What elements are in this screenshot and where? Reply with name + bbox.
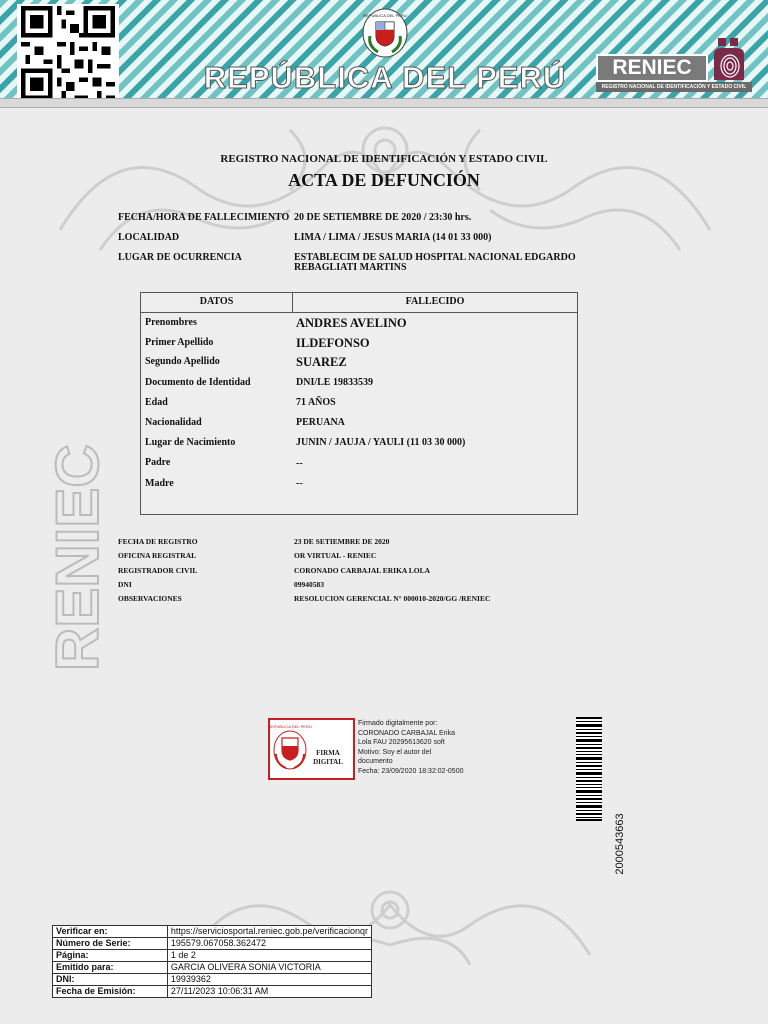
reg-label-fecha-registro: FECHA DE REGISTRO xyxy=(118,537,198,546)
barcode-number: 2000543663 xyxy=(614,813,626,875)
seal-caption: REPUBLICA DEL PERU xyxy=(268,724,312,729)
verify-label: Emitido para: xyxy=(53,962,168,974)
digital-signature-text xyxy=(358,719,483,776)
row-value-segundo-apellido: SUAREZ xyxy=(296,355,347,369)
deceased-data-table xyxy=(140,292,578,515)
reniec-logo-text: RENIEC xyxy=(596,54,708,82)
verify-label: Página: xyxy=(53,950,168,962)
field-value-death-datetime: 20 DE SETIEMBRE DE 2020 / 23:30 hrs. xyxy=(294,212,472,223)
signature-line: Lola FAU 20295613620 soft xyxy=(358,739,445,746)
header-microtext-band xyxy=(0,98,768,108)
row-label-edad: Edad xyxy=(145,397,168,408)
verify-label: Número de Serie: xyxy=(53,938,168,950)
row-value-nacionalidad: PERUANA xyxy=(296,417,345,428)
row-label-prenombres: Prenombres xyxy=(145,317,197,328)
row-label-documento: Documento de Identidad xyxy=(145,377,251,388)
row-value-madre: -- xyxy=(296,478,303,489)
barcode xyxy=(576,717,602,821)
row-value-edad: 71 AÑOS xyxy=(296,397,336,408)
document-title: ACTA DE DEFUNCIÓN xyxy=(288,170,480,190)
verify-value: 27/11/2023 10:06:31 AM xyxy=(167,986,371,998)
row-label-nacionalidad: Nacionalidad xyxy=(145,417,202,428)
field-label-locality: LOCALIDAD xyxy=(118,232,180,243)
row-label-padre: Padre xyxy=(145,457,171,468)
qr-code xyxy=(17,4,119,102)
field-label-death-datetime: FECHA/HORA DE FALLECIMIENTO xyxy=(118,212,290,223)
verify-value: GARCIA OLIVERA SONIA VICTORIA xyxy=(167,962,371,974)
signature-line: Motivo: Soy el autor del xyxy=(358,748,432,756)
verify-value: 1 de 2 xyxy=(167,950,371,962)
reg-label-dni: DNI xyxy=(118,580,132,589)
table-row xyxy=(53,926,372,938)
row-label-segundo-apellido: Segundo Apellido xyxy=(145,356,220,367)
reniec-watermark-icon xyxy=(44,355,111,675)
seal-label-line2: DIGITAL xyxy=(313,758,343,766)
reg-value-dni: 09940583 xyxy=(294,580,324,589)
reg-value-observaciones: RESOLUCION GERENCIAL N° 000010-2020/GG /RENIEC xyxy=(294,594,491,603)
table-row xyxy=(53,950,372,962)
table-row xyxy=(53,974,372,986)
signature-line: documento xyxy=(358,758,393,765)
verify-label: DNI: xyxy=(53,974,168,986)
row-value-padre: -- xyxy=(296,458,303,469)
reg-value-fecha-registro: 23 DE SETIEMBRE DE 2020 xyxy=(294,537,390,546)
header-banner xyxy=(0,0,768,106)
field-value-place-line2: REBAGLIATI MARTINS xyxy=(294,262,407,273)
reg-label-registrador: REGISTRADOR CIVIL xyxy=(118,566,198,575)
watermark-text: RENIEC xyxy=(44,444,111,671)
coat-of-arms-icon xyxy=(362,6,408,58)
digital-signature-seal xyxy=(268,718,355,780)
verify-label: Verificar en: xyxy=(53,926,168,938)
signature-line: CORONADO CARBAJAL Erika xyxy=(358,729,455,737)
reniec-logo-subtitle: REGISTRO NACIONAL DE IDENTIFICACIÓN Y ESTADO CIVIL xyxy=(596,82,752,92)
reg-label-observaciones: OBSERVACIONES xyxy=(118,594,182,603)
verification-table xyxy=(52,925,372,998)
field-label-place: LUGAR DE OCURRENCIA xyxy=(118,252,242,263)
signature-line: Firmado digitalmente por: xyxy=(358,720,438,727)
row-value-documento: DNI/LE 19833539 xyxy=(296,377,373,388)
row-value-prenombres: ANDRES AVELINO xyxy=(296,316,407,330)
table-header xyxy=(141,293,577,313)
table-row xyxy=(53,962,372,974)
verify-value: 195579.067058.362472 xyxy=(167,938,371,950)
crest-caption: REPUBLICA DEL PERU xyxy=(363,13,407,18)
column-header-datos: DATOS xyxy=(199,296,234,307)
country-title: REPÚBLICA DEL PERÚ xyxy=(203,60,567,95)
verify-url[interactable]: https://serviciosportal.reniec.gob.pe/verificacionqr xyxy=(167,926,371,938)
row-label-lugar-nacimiento: Lugar de Nacimiento xyxy=(145,437,236,448)
registry-name: REGISTRO NACIONAL DE IDENTIFICACIÓN Y ESTADO CIVIL xyxy=(220,153,548,165)
verify-label: Fecha de Emisión: xyxy=(53,986,168,998)
table-row xyxy=(53,938,372,950)
fingerprint-icon xyxy=(706,36,752,80)
field-value-locality: LIMA / LIMA / JESUS MARIA (14 01 33 000) xyxy=(294,232,492,243)
row-label-primer-apellido: Primer Apellido xyxy=(145,337,214,348)
seal-label-line1: FIRMA xyxy=(316,749,340,757)
column-header-fallecido: FALLECIDO xyxy=(405,296,465,307)
signature-line: Fecha: 23/09/2020 18:32:02-0500 xyxy=(358,767,464,775)
reg-value-oficina: OR VIRTUAL - RENIEC xyxy=(294,551,377,560)
field-value-place: ESTABLECIM DE SALUD HOSPITAL NACIONAL EDGARDO xyxy=(294,252,576,263)
row-value-primer-apellido: ILDEFONSO xyxy=(296,336,370,350)
verify-value: 19939362 xyxy=(167,974,371,986)
reg-label-oficina: OFICINA REGISTRAL xyxy=(118,551,197,560)
table-row xyxy=(53,986,372,998)
reg-value-registrador: CORONADO CARBAJAL ERIKA LOLA xyxy=(294,566,431,575)
reniec-logo xyxy=(596,36,752,92)
row-label-madre: Madre xyxy=(145,478,174,489)
row-value-lugar-nacimiento: JUNIN / JAUJA / YAULI (11 03 30 000) xyxy=(296,437,466,448)
